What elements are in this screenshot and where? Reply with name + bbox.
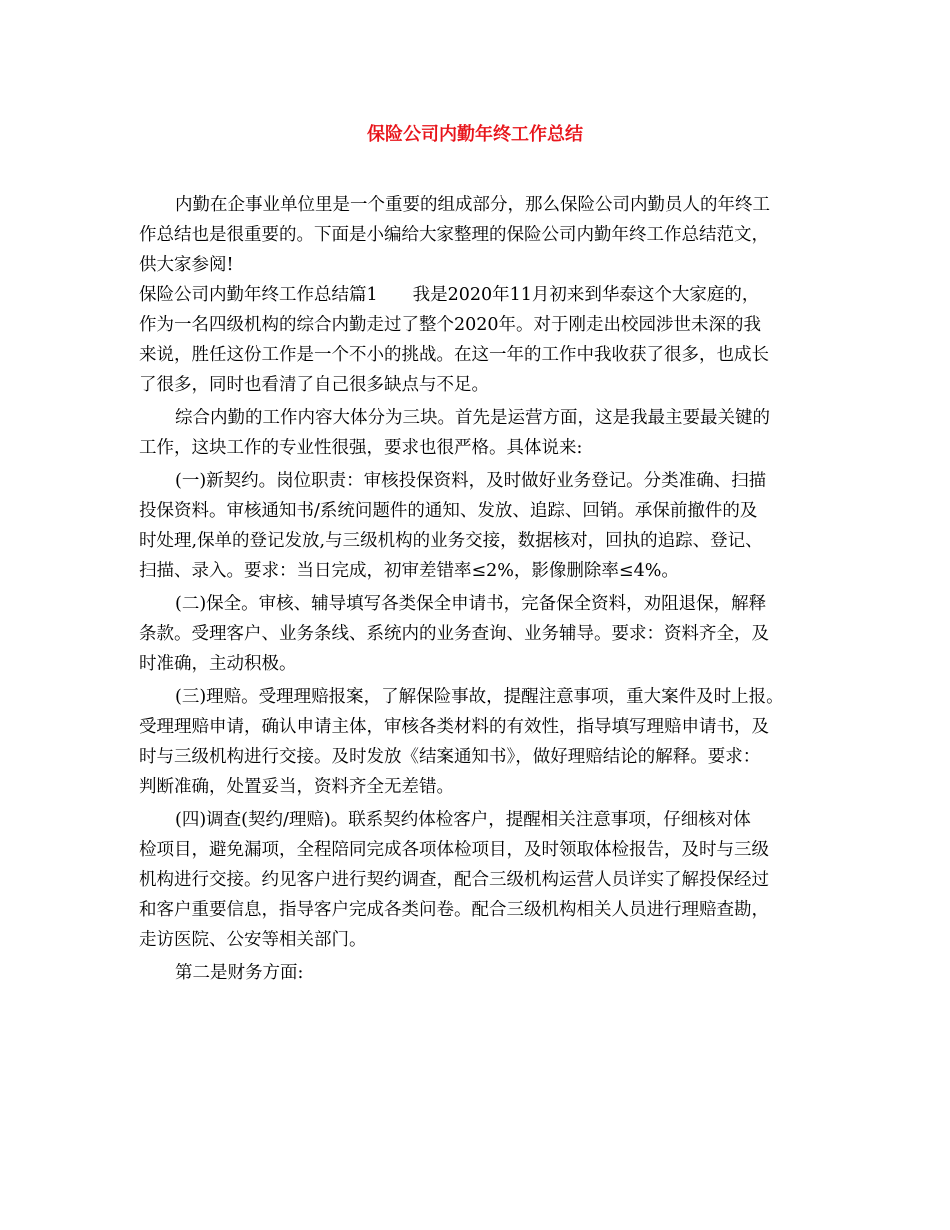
- paragraph-line: 走访医院、公安等相关部门。: [139, 930, 367, 950]
- paragraph-line: 时准确，主动积极。: [139, 654, 297, 674]
- paragraph-line: 内勤在企事业单位里是一个重要的组成部分，那么保险公司内勤员人的年终工: [175, 195, 770, 215]
- paragraph-line: 综合内勤的工作内容大体分为三块。首先是运营方面，这是我最主要最关键的: [175, 408, 770, 428]
- paragraph-line: (二)保全。审核、辅导填写各类保全申请书，完备保全资料，劝阻退保，解释: [175, 594, 767, 614]
- paragraph-line: 保险公司内勤年终工作总结篇1 我是2020年11月初来到华泰这个大家庭的，: [139, 285, 760, 305]
- document-body: [139, 190, 819, 988]
- paragraph-line: 了很多，同时也看清了自己很多缺点与不足。: [139, 375, 489, 395]
- paragraph-line: 判断准确，处置妥当，资料齐全无差错。: [139, 777, 454, 797]
- paragraph-line: 作为一名四级机构的综合内勤走过了整个2020年。对于刚走出校园涉世未深的我: [139, 315, 762, 335]
- paragraph-line: 时与三级机构进行交接。及时发放《结案通知书》，做好理赔结论的解释。要求：: [139, 747, 761, 767]
- paragraph-line: 受理理赔申请，确认申请主体，审核各类材料的有效性，指导填写理赔申请书，及: [139, 717, 769, 737]
- paragraph-line: 投保资料。审核通知书/系统问题件的通知、发放、追踪、回销。承保前撤件的及: [139, 501, 758, 521]
- paragraph-line: 和客户重要信息，指导客户完成各类问卷。配合三级机构相关人员进行理赔查勘，: [139, 900, 769, 920]
- document-title: 保险公司内勤年终工作总结: [367, 124, 583, 145]
- paragraph-line: 机构进行交接。约见客户进行契约调查，配合三级机构运营人员详实了解投保经过: [139, 870, 769, 890]
- paragraph-line: 工作，这块工作的专业性很强，要求也很严格。具体说来:: [139, 438, 583, 458]
- paragraph-line: (一)新契约。岗位职责：审核投保资料，及时做好业务登记。分类准确、扫描: [175, 471, 767, 491]
- paragraph-line: 条款。受理客户、业务条线、系统内的业务查询、业务辅导。要求：资料齐全，及: [139, 624, 769, 644]
- paragraph-line: (三)理赔。受理理赔报案，了解保险事故，提醒注意事项，重大案件及时上报。: [175, 687, 784, 707]
- paragraph-line: 来说，胜任这份工作是一个不小的挑战。在这一年的工作中我收获了很多，也成长: [139, 345, 769, 365]
- paragraph-line: 扫描、录入。要求：当日完成，初审差错率≤2%，影像删除率≤4%。: [139, 561, 679, 581]
- paragraph-line: (四)调查(契约/理赔)。联系契约体检客户，提醒相关注意事项，仔细核对体: [175, 810, 751, 830]
- paragraph-line: 第二是财务方面:: [175, 963, 304, 983]
- paragraph-line: 供大家参阅!: [139, 255, 234, 275]
- paragraph-line: 作总结也是很重要的。下面是小编给大家整理的保险公司内勤年终工作总结范文，: [139, 225, 769, 245]
- paragraph-line: 检项目，避免漏项，全程陪同完成各项体检项目，及时领取体检报告，及时与三级: [139, 840, 769, 860]
- paragraph-line: 时处理,保单的登记发放,与三级机构的业务交接，数据核对，回执的追踪、登记、: [139, 531, 763, 551]
